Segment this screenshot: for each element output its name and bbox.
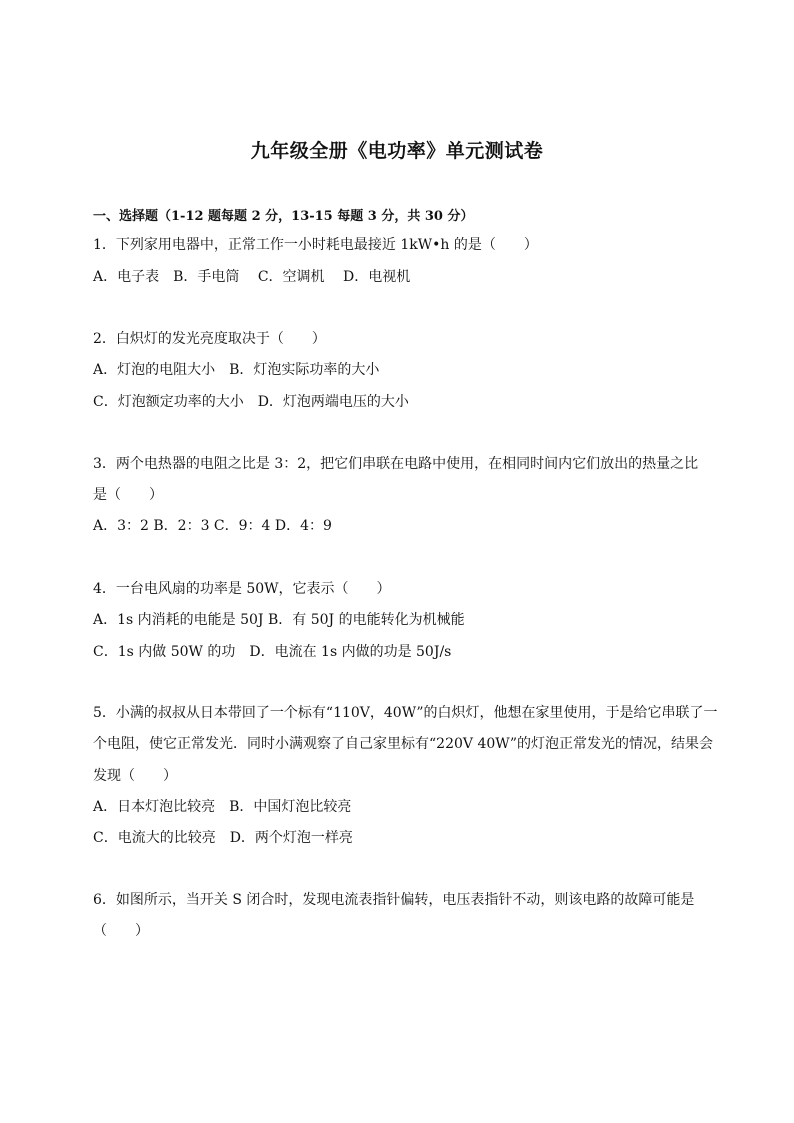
question-1-stem: 1．下列家用电器中，正常工作一小时耗电最接近 1kW•h 的是（ ）	[93, 237, 538, 253]
question-5-stem-line3: 发现（ ）	[93, 768, 177, 784]
question-2-stem: 2．白炽灯的发光亮度取决于（ ）	[93, 331, 326, 347]
question-4-options-cd: C．1s 内做 50W 的功 D．电流在 1s 内做的功是 50J/s	[93, 644, 452, 660]
question-4-stem: 4．一台电风扇的功率是 50W，它表示（ ）	[93, 581, 391, 597]
question-3-stem-line2: 是（ ）	[93, 487, 163, 503]
question-5-options-cd: C．电流大的比较亮 D．两个灯泡一样亮	[93, 830, 353, 846]
question-4-options-ab: A．1s 内消耗的电能是 50J B．有 50J 的电能转化为机械能	[93, 612, 465, 628]
question-3-options: A．3：2 B．2：3 C．9：4 D．4：9	[93, 518, 332, 534]
question-6-stem-line2: （ ）	[93, 923, 149, 939]
question-5-options-ab: A．日本灯泡比较亮 B．中国灯泡比较亮	[93, 799, 352, 815]
section-heading: 一、选择题（1-12 题每题 2 分，13-15 每题 3 分，共 30 分）	[93, 209, 474, 224]
question-1-options: A．电子表 B．手电筒 C．空调机 D．电视机	[93, 269, 411, 285]
question-2-options-cd: C．灯泡额定功率的大小 D．灯泡两端电压的大小	[93, 394, 409, 410]
page-title: 九年级全册《电功率》单元测试卷	[250, 140, 544, 162]
question-6-stem-line1: 6．如图所示，当开关 S 闭合时，发现电流表指针偏转，电压表指针不动，则该电路的故障可能是	[93, 892, 695, 908]
question-2-options-ab: A．灯泡的电阻大小 B．灯泡实际功率的大小	[93, 362, 380, 378]
question-5-stem-line2: 个电阻，使它正常发光．同时小满观察了自己家里标有“220V 40W”的灯泡正常发光的情况，结果会	[93, 736, 714, 752]
question-3-stem-line1: 3．两个电热器的电阻之比是 3：2，把它们串联在电路中使用，在相同时间内它们放出的热量之比	[93, 456, 699, 472]
question-5-stem-line1: 5．小满的叔叔从日本带回了一个标有“110V，40W”的白炽灯，他想在家里使用，于是给它串联了一	[93, 705, 718, 721]
